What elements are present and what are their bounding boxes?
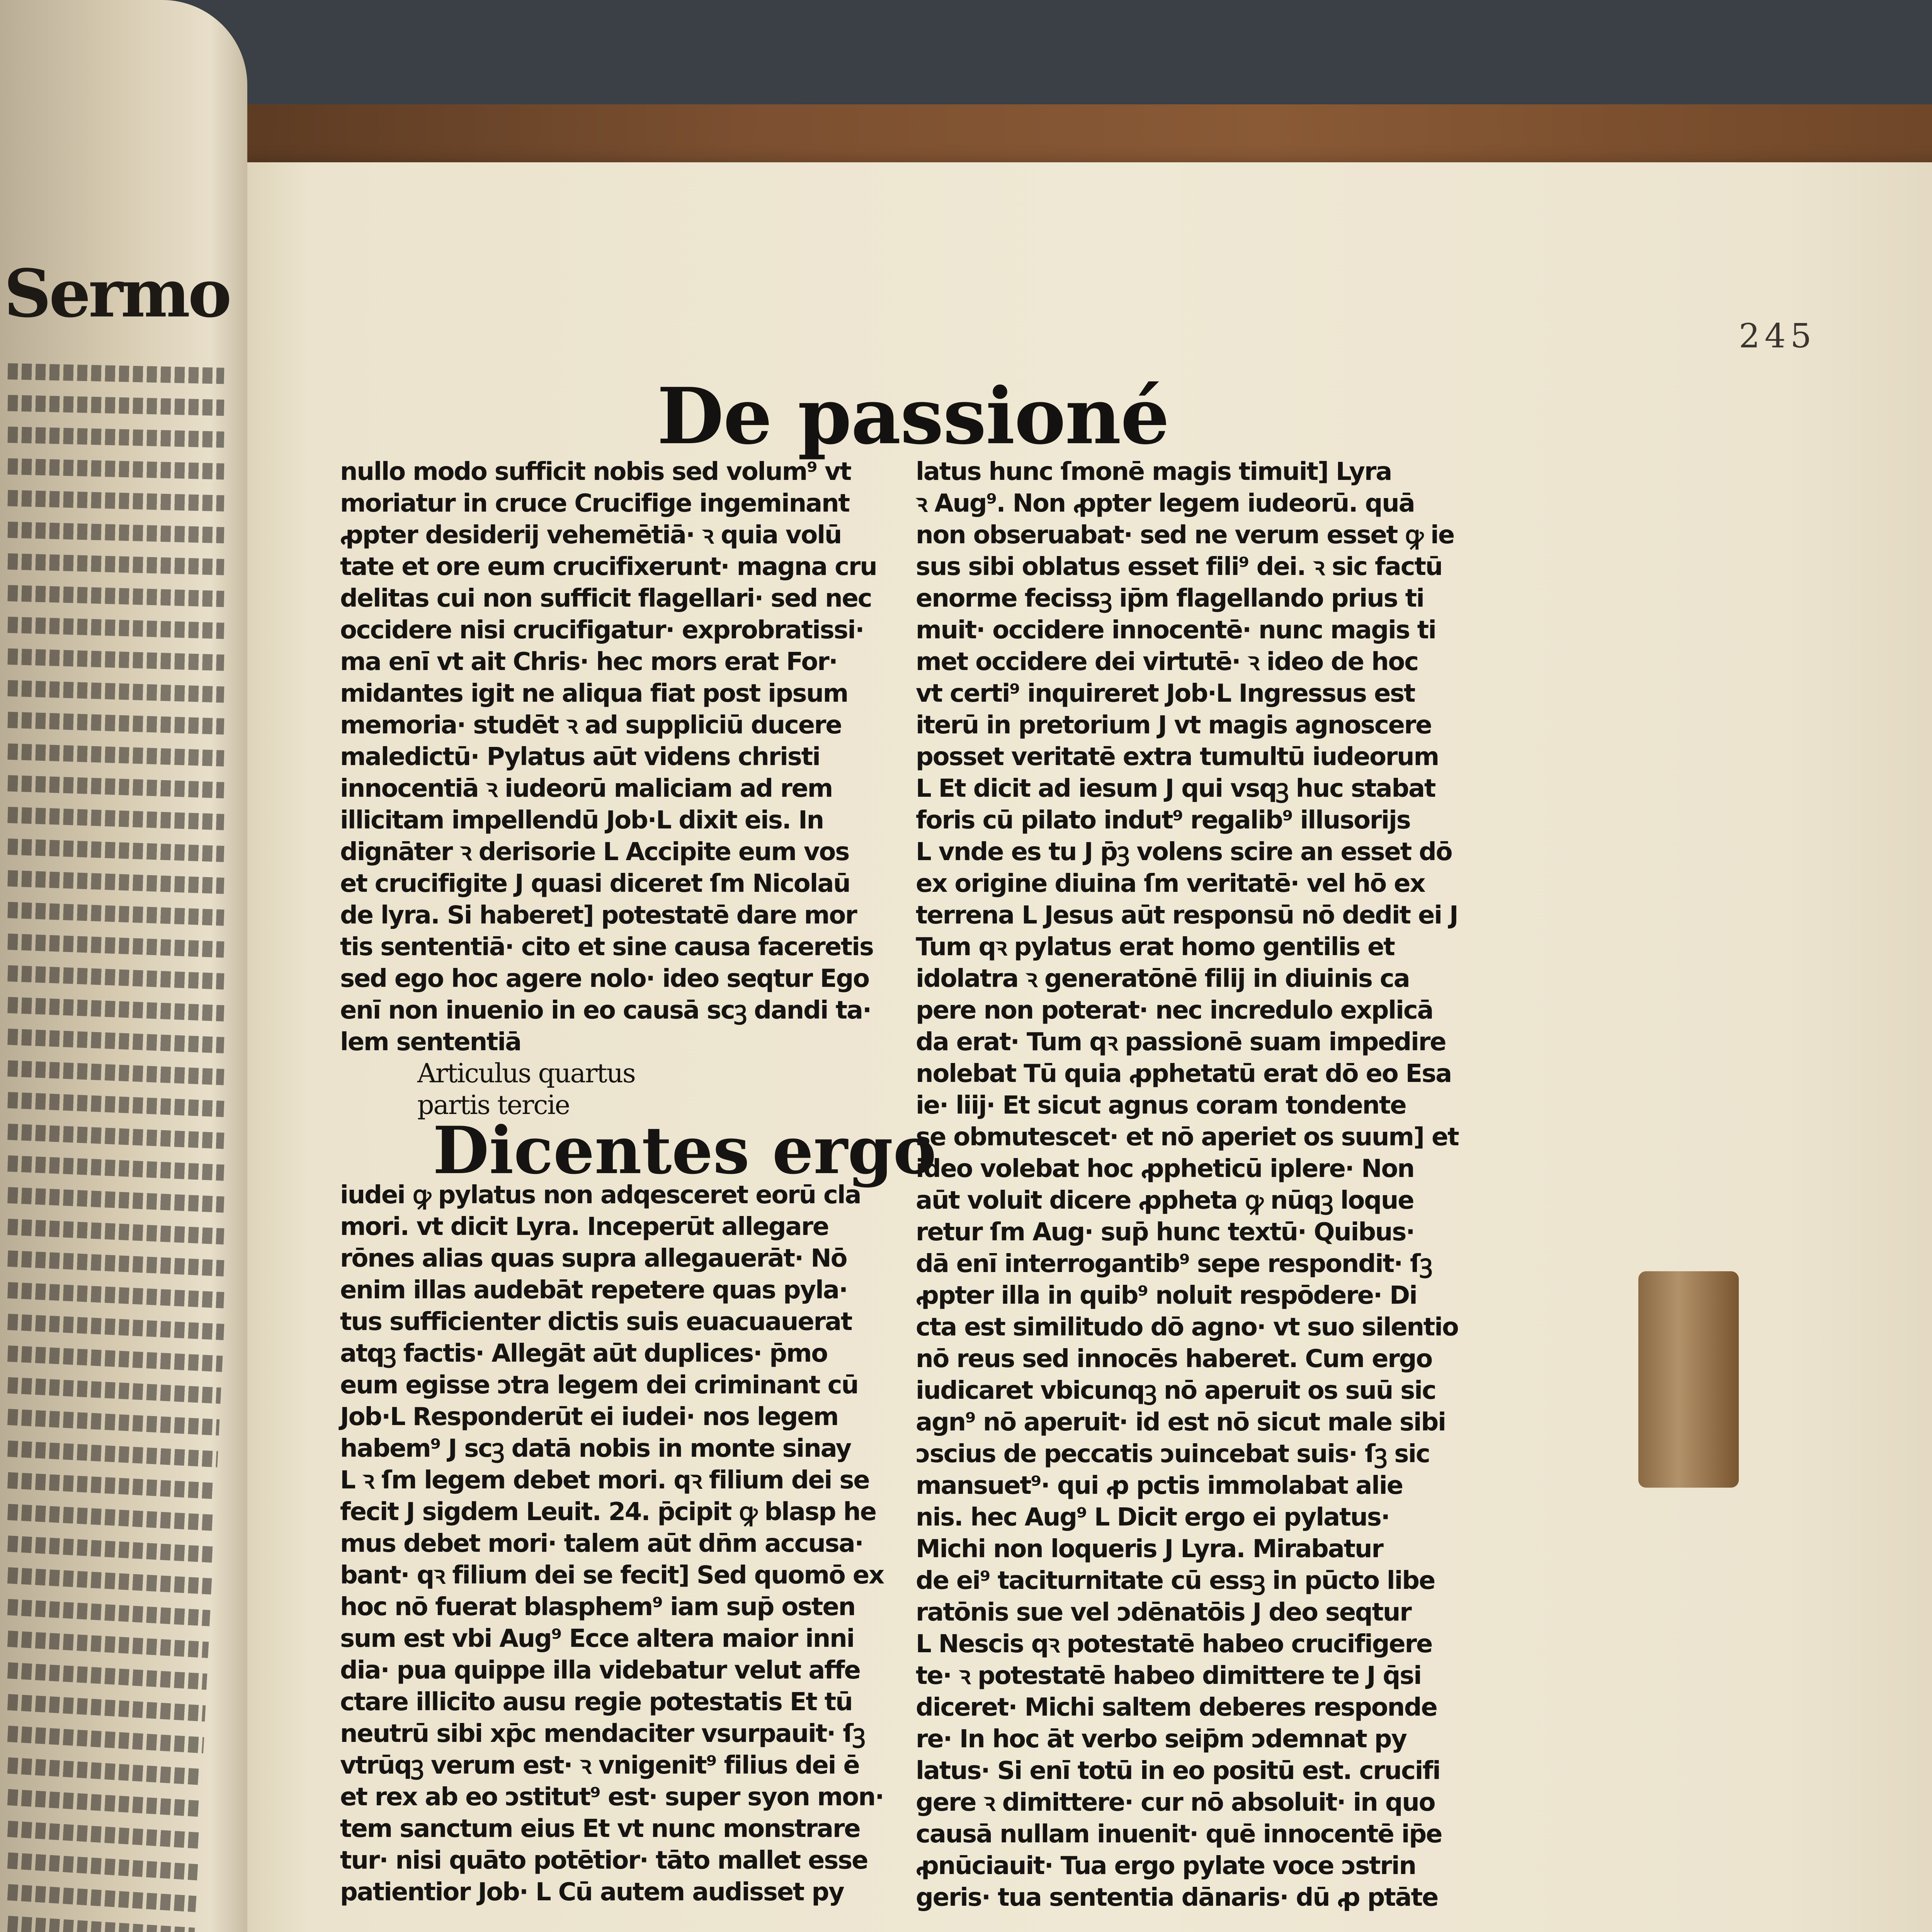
left-page-text-line <box>7 1124 224 1149</box>
left-page-text-line <box>7 680 224 703</box>
text-line: agn⁹ nō aperuit· id est nō sicut male sibi <box>916 1408 1446 1437</box>
text-line: patientior Job· L Cū autem audisset py <box>340 1878 844 1906</box>
left-page-text-line <box>7 965 224 990</box>
text-line: mori. vt dicit Lyra. Inceperūt allegare <box>340 1213 828 1241</box>
text-line: tis sententiā· cito et sine causa faceretis <box>340 933 873 961</box>
text-line: nō reus sed innocēs haberet. Cum ergo <box>916 1345 1432 1373</box>
text-line: met occidere dei virtutē· ꝛ ideo de hoc <box>916 648 1418 676</box>
text-line: enim illas audebāt repetere quas pyla· <box>340 1276 847 1304</box>
rubric-line: Articulus quartus <box>417 1058 635 1089</box>
text-line: ctare illicito ausu regie potestatis Et tū <box>340 1688 852 1716</box>
left-page-text-line <box>7 1440 218 1467</box>
left-page-text-line <box>7 1282 224 1308</box>
text-line: dignāter ꝛ derisorie L Accipite eum vos <box>340 838 849 866</box>
text-line: nis. hec Aug⁹ L Dicit ergo ei pylatus· <box>916 1503 1389 1532</box>
left-page-text-line <box>7 1314 224 1340</box>
text-line: posset veritatē extra tumultū iudeorum <box>916 743 1439 771</box>
text-line: muit· occidere innocentē· nunc magis ti <box>916 616 1436 645</box>
folio-number: 245 <box>1739 317 1816 355</box>
text-line: lem sententiā <box>340 1028 521 1056</box>
text-line: L Nescis qꝛ potestatē habeo crucifigere <box>916 1630 1432 1658</box>
text-line: de lyra. Si haberet] potestatē dare mor <box>340 901 857 930</box>
running-head: De passioné <box>657 371 1169 462</box>
text-line: vt certi⁹ inquireret Job·L Ingressus est <box>916 679 1415 708</box>
text-line: enorme fecissꝫ ip̄m flagellando prius ti <box>916 584 1424 613</box>
left-page-text-line <box>8 458 224 480</box>
left-page <box>0 0 247 1932</box>
text-line: Tum qꝛ pylatus erat homo gentilis et <box>916 933 1395 961</box>
left-page-text-line <box>7 617 224 639</box>
left-page-text-line <box>7 1029 224 1053</box>
text-line: nullo modo sufficit nobis sed volum⁹ vt <box>340 457 851 486</box>
left-page-text-line <box>7 1504 215 1531</box>
text-line: de ei⁹ taciturnitate cū essꝫ in pūcto libe <box>916 1566 1435 1595</box>
text-line: terrena L Jesus aūt responsū nō dedit ei J <box>916 901 1458 930</box>
left-page-text-line <box>7 807 224 830</box>
text-line: rōnes alias quas supra allegauerāt· Nō <box>340 1244 847 1273</box>
text-line: diceret· Michi saltem deberes responde <box>916 1693 1437 1722</box>
text-line: Job·L Responderūt ei iudei· nos legem <box>340 1403 838 1431</box>
text-line: ꝓpter illa in quib⁹ noluit respōdere· Di <box>916 1281 1417 1310</box>
left-page-text-line <box>8 363 224 384</box>
text-line: iudei ꝙ pylatus non adqesceret eorū cla <box>340 1181 861 1209</box>
left-page-text-line <box>7 1155 224 1181</box>
text-line: iterū in pretorium J vt magis agnoscere <box>916 711 1432 740</box>
left-page-text-line <box>7 1345 223 1372</box>
left-page-text-line <box>7 1599 211 1626</box>
text-line: da erat· Tum qꝛ passionē suam impedire <box>916 1028 1446 1056</box>
text-line: sum est vbi Aug⁹ Ecce altera maior inni <box>340 1624 854 1653</box>
left-page-text-line <box>7 775 224 798</box>
text-line: tus sufficienter dictis suis euacuauerat <box>340 1308 852 1336</box>
text-line: hoc nō fuerat blasphem⁹ iam sup̄ osten <box>340 1593 855 1621</box>
text-line: gere ꝛ dimittere· cur nō absoluit· in quo <box>916 1788 1435 1817</box>
text-line: te· ꝛ potestatē habeo dimittere te J q̄si <box>916 1662 1421 1690</box>
text-line: se obmutescet· et nō aperiet os suum] et <box>916 1123 1459 1151</box>
left-page-text-line <box>7 490 224 512</box>
left-page-text-line <box>7 1219 224 1245</box>
left-page-text-line <box>7 522 224 543</box>
left-page-text-line <box>7 1060 224 1085</box>
text-line: cta est similitudo dō agno· vt suo silentio <box>916 1313 1458 1342</box>
text-column-right <box>916 456 1476 1913</box>
text-line: geris· tua sententia dānaris· dū ꝓ ptāte <box>916 1883 1438 1912</box>
text-line: L Et dicit ad iesum J qui vsqꝫ huc stabat <box>916 774 1435 803</box>
left-page-text-line <box>7 553 224 575</box>
left-page-text-line <box>7 1662 207 1690</box>
text-line: delitas cui non sufficit flagellari· sed nec <box>340 584 872 613</box>
text-line: atqꝫ factis· Allegāt aūt duplices· p̄mo <box>340 1339 828 1368</box>
left-page-text-line <box>7 1916 195 1932</box>
left-page-text-line <box>8 427 224 448</box>
left-page-text-line <box>7 838 224 862</box>
text-line: tate et ore eum crucifixerunt· magna cru <box>340 553 877 581</box>
text-line: latus hunc ſmonē magis timuit] Lyra <box>916 457 1392 486</box>
left-page-text-line <box>7 1821 200 1849</box>
text-line: mus debet mori· talem aūt dn̄m accusa· <box>340 1529 863 1558</box>
rubric-line: partis tercie <box>417 1090 570 1121</box>
text-line: maledictū· Pylatus aūt videns christi <box>340 743 820 771</box>
text-line: ꝓnūciauit· Tua ergo pylate voce ɔstrin <box>916 1852 1416 1880</box>
left-page-text-line <box>8 395 224 416</box>
left-page-text-line <box>7 1567 212 1594</box>
text-line: et rex ab eo ɔstitut⁹ est· super syon mon· <box>340 1783 884 1811</box>
text-line: latus· Si enī totū in eo positū est. crucifi <box>916 1757 1440 1785</box>
text-line: tem sanctum eius Et vt nunc monstrare <box>340 1815 860 1843</box>
left-page-text-line <box>7 1852 198 1880</box>
text-line: occidere nisi crucifigatur· exprobratissi· <box>340 616 864 645</box>
text-line: ꝛ Aug⁹. Non ꝓpter legem iudeorū. quā <box>916 489 1415 518</box>
text-line: retur ſm Aug· sup̄ hunc textū· Quibus· <box>916 1218 1415 1247</box>
text-line: causā nullam inuenit· quē innocentē ip̄e <box>916 1820 1442 1849</box>
text-line: foris cū pilato indut⁹ regalib⁹ illusorijs <box>916 806 1410 835</box>
left-page-text-line <box>7 1187 224 1213</box>
left-page-heading: Sermo <box>4 255 230 332</box>
left-page-text-line <box>7 870 224 894</box>
text-line: iudicaret vbicunqꝫ nō aperuit os suū sic <box>916 1376 1436 1405</box>
text-line: memoria· studēt ꝛ ad suppliciū ducere <box>340 711 842 740</box>
left-page-text-line <box>7 743 224 767</box>
text-line: neutrū sibi xp̄c mendaciter vsurpauit· ſꝫ <box>340 1719 865 1748</box>
text-line: eum egisse ɔtra legem dei criminant cū <box>340 1371 858 1400</box>
text-line: nolebat Tū quia ꝓphetatū erat dō eo Esa <box>916 1060 1451 1088</box>
text-line: ex origine diuina ſm veritatē· vel hō ex <box>916 869 1425 898</box>
text-line: aūt voluit dicere ꝓpheta ꝙ nūqꝫ loque <box>916 1186 1414 1215</box>
text-line: re· In hoc āt verbo seip̄m ɔdemnat py <box>916 1725 1406 1753</box>
text-line: pere non poterat· nec incredulo explicā <box>916 996 1433 1025</box>
text-line: idolatra ꝛ generatōnē filij in diuinis ca <box>916 964 1410 993</box>
left-page-text-line <box>7 1631 209 1658</box>
left-page-text-line <box>7 1377 221 1404</box>
text-line: tur· nisi quāto potētior· tāto mallet esse <box>340 1846 868 1875</box>
text-line: ideo volebat hoc ꝓpheticū iplere· Non <box>916 1155 1414 1183</box>
left-page-text-line <box>7 1789 201 1817</box>
text-line: ɔscius de peccatis ɔuincebat suis· ſꝫ sic <box>916 1440 1430 1468</box>
incipit-heading: Dicentes ergo <box>433 1112 937 1189</box>
text-line: fecit J sigdem Leuit. 24. p̄cipit ꝙ blasp he <box>340 1498 876 1526</box>
left-page-text-line <box>7 712 224 735</box>
text-line: vtrūqꝫ verum est· ꝛ vnigenit⁹ filius dei ē <box>340 1751 859 1780</box>
left-page-text-line <box>7 1536 213 1563</box>
text-column-left <box>340 456 937 1908</box>
text-line: L ꝛ ſm legem debet mori. qꝛ filium dei se <box>340 1466 869 1495</box>
left-page-text-line <box>7 902 224 926</box>
left-page-text-line <box>7 1250 224 1276</box>
text-line: mansuet⁹· qui ꝓ pctis immolabat alie <box>916 1471 1403 1500</box>
text-line: midantes igit ne aliqua fiat post ipsum <box>340 679 848 708</box>
left-page-text-line <box>7 1409 219 1435</box>
text-line: enī non inuenio in eo causā scꝫ dandi ta· <box>340 996 871 1025</box>
text-line: dā enī interrogantib⁹ sepe respondit· ſꝫ <box>916 1250 1432 1278</box>
left-page-text-line <box>7 585 224 607</box>
left-page-text-line <box>7 1884 197 1912</box>
left-page-text-line <box>7 1694 206 1721</box>
text-line: bant· qꝛ filium dei se fecit] Sed quomō ex <box>340 1561 884 1590</box>
text-line: Michi non loqueris J Lyra. Mirabatur <box>916 1535 1383 1563</box>
text-line: sed ego hoc agere nolo· ideo seqtur Ego <box>340 964 869 993</box>
leather-clasp <box>1638 1271 1739 1488</box>
text-line: moriatur in cruce Crucifige ingeminant <box>340 489 849 518</box>
left-page-text-line <box>7 1472 216 1499</box>
text-line: ie· liij· Et sicut agnus coram tondente <box>916 1091 1406 1120</box>
text-line: dia· pua quippe illa videbatur velut affe <box>340 1656 860 1685</box>
left-page-text-line <box>7 1726 204 1753</box>
left-page-text-line <box>7 934 224 957</box>
text-line: et crucifigite J quasi diceret ſm Nicolaū <box>340 869 850 898</box>
text-line: non obseruabat· sed ne verum esset ꝙ ie <box>916 521 1454 549</box>
left-page-text-line <box>7 648 224 671</box>
text-line: illicitam impellendū Job·L dixit eis. In <box>340 806 823 835</box>
left-page-text-line <box>7 1092 224 1117</box>
text-line: sus sibi oblatus esset fili⁹ dei. ꝛ sic factū <box>916 553 1442 581</box>
text-line: habem⁹ J scꝫ datā nobis in monte sinay <box>340 1434 851 1463</box>
text-line: ratōnis sue vel ɔdēnatōis J deo seqtur <box>916 1598 1411 1627</box>
text-line: innocentiā ꝛ iudeorū maliciam ad rem <box>340 774 833 803</box>
text-line: ꝓpter desiderij vehemētiā· ꝛ quia volū <box>340 521 842 549</box>
left-page-text-line <box>7 997 224 1021</box>
left-page-text-line <box>7 1757 203 1785</box>
text-line: L vnde es tu J p̄ꝫ volens scire an esset dō <box>916 838 1452 866</box>
text-line: ma enī vt ait Chris· hec mors erat For· <box>340 648 837 676</box>
